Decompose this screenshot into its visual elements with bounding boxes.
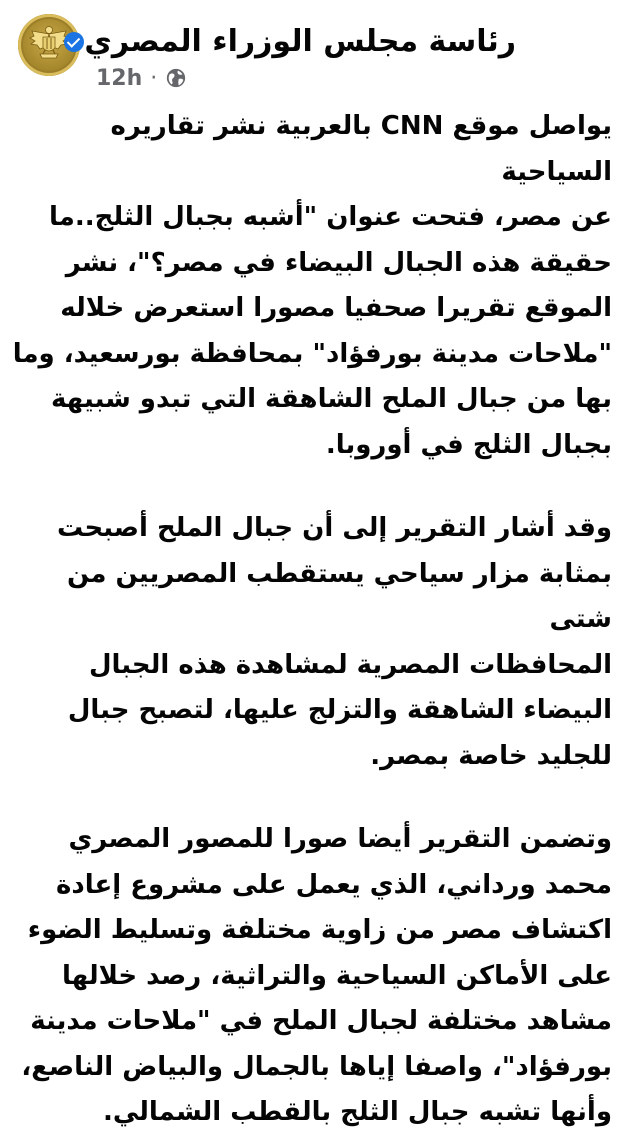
verified-badge-icon (64, 32, 84, 52)
page-name-row (84, 18, 516, 66)
meta-separator: · (150, 65, 158, 91)
post-timestamp[interactable]: 12h (96, 65, 143, 91)
globe-icon[interactable] (165, 67, 187, 89)
post-header (0, 0, 626, 100)
post-meta (96, 62, 187, 94)
post-paragraph-1: يواصل موقع CNN بالعربية نشر تقاريره السياحية عن مصر، فتحت عنوان "أشبه بجبال الثلج..ما حقيقة هذه الجبال البيضاء في مصر؟"، نشر الموقع تقريرا صحفيا مصورا استعرض خلاله "ملاحات مدينة بورفؤاد" بمحافظة بورسعيد، وما بها من جبال الملح الشاهقة التي تبدو شبيهة بجبال الثلج في أوروبا. (12, 111, 612, 460)
post-paragraph-2: وقد أشار التقرير إلى أن جبال الملح أصبحت بمثابة مزار سياحي يستقطب المصريين من شتى المحافظات المصرية لمشاهدة هذه الجبال البيضاء الشاهقة والتزلج عليها، لتصبح جبال للجليد خاصة بمصر. (56, 513, 612, 771)
page-name[interactable]: رئاسة مجلس الوزراء المصري (84, 24, 516, 59)
post-paragraph-3: وتضمن التقرير أيضا صورا للمصور المصري محمد ورداني، الذي يعمل على مشروع إعادة اكتشاف مصر من زاوية مختلفة وتسليط الضوء على الأماكن السياحية والتراثية، رصد خلالها مشاهد مختلفة لجبال الملح في "ملاحات مدينة بورفؤاد"، واصفا إياها بالجمال والبياض الناصع، وأنها تشبه جبال الثلج بالقطب الشمالي. (21, 824, 612, 1127)
post-body (12, 104, 612, 1136)
